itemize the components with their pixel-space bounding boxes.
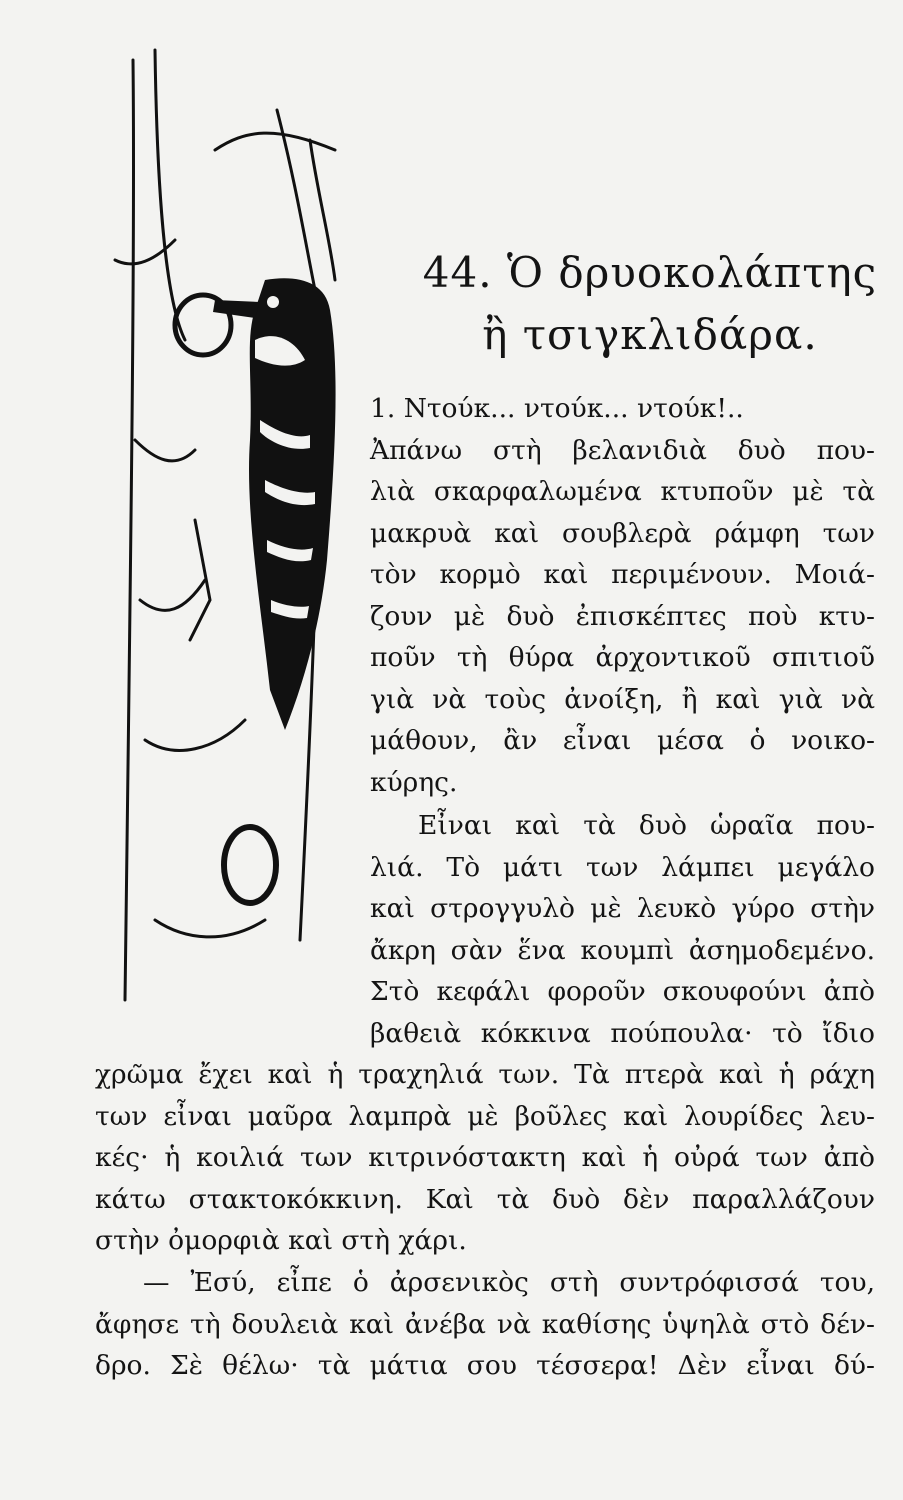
text-line: — Ἐσύ, εἶπε ὁ ἀρσενικὸς στὴ συντρόφισσά του, xyxy=(143,1267,875,1298)
text-line: λιά. Τὸ μάτι των λάμπει μεγάλο xyxy=(370,851,875,883)
text-line: καὶ στρογγυλὸ μὲ λευκὸ γύρο στὴν xyxy=(370,893,875,924)
text-line: γιὰ νὰ τοὺς ἀνοίξη, ἢ καὶ γιὰ νὰ xyxy=(370,683,875,715)
paragraph-2-full xyxy=(95,1054,875,1262)
paragraph-3 xyxy=(95,1262,875,1387)
text-line: κάτω στακτοκόκκινη. Καὶ τὰ δυὸ δὲν παραλλάζουν xyxy=(95,1183,875,1215)
chapter-title-text: Ὁ δρυοκολάπτης xyxy=(506,248,878,297)
woodpecker-illustration xyxy=(95,40,415,1010)
paragraph-2-column xyxy=(370,805,875,1054)
text-line: μακρυὰ καὶ σουβλερὰ ράμφη των xyxy=(370,517,875,549)
text-line: κύρης. xyxy=(370,766,458,798)
text-line: ἄφησε τὴ δουλειὰ καὶ ἀνέβα νὰ καθίσης ὑψηλὰ στὸ δέν- xyxy=(95,1308,875,1340)
text-line: κές· ἡ κοιλιά των κιτρινόστακτη καὶ ἡ οὐρά των ἀπὸ xyxy=(95,1142,875,1173)
title-line-1 xyxy=(420,242,880,304)
text-line: 1. Ντούκ... ντούκ... ντούκ!.. xyxy=(370,393,744,424)
chapter-number: 44. xyxy=(422,248,493,297)
title-line-2: ἢ τσιγκλιδάρα. xyxy=(482,310,818,359)
text-line: δρο. Σὲ θέλω· τὰ μάτια σου τέσσερα! Δὲν εἶναι δύ- xyxy=(95,1350,875,1381)
text-line: βαθειὰ κόκκινα πούπουλα· τὸ ἴδιο xyxy=(370,1017,875,1049)
chapter-title xyxy=(420,242,880,366)
text-line: μάθουν, ἂν εἶναι μέσα ὁ νοικο- xyxy=(370,725,875,756)
text-line: Στὸ κεφάλι φοροῦν σκουφούνι ἀπὸ xyxy=(370,976,875,1007)
text-line: τὸν κορμὸ καὶ περιμένουν. Μοιά- xyxy=(370,559,875,590)
text-line: στὴν ὀμορφιὰ καὶ στὴ χάρι. xyxy=(95,1225,467,1256)
paragraph-1 xyxy=(370,388,875,803)
text-line: χρῶμα ἔχει καὶ ἡ τραχηλιά των. Τὰ πτερὰ καὶ ἡ ράχη xyxy=(95,1059,875,1090)
text-line: ζουν μὲ δυὸ ἐπισκέπτες ποὺ κτυ- xyxy=(370,600,875,632)
text-line: των εἶναι μαῦρα λαμπρὰ μὲ βοῦλες καὶ λουρίδες λευ- xyxy=(95,1100,875,1132)
text-line: λιὰ σκαρφαλωμένα κτυποῦν μὲ τὰ xyxy=(370,476,875,507)
text-line: ποῦν τὴ θύρα ἀρχοντικοῦ σπιτιοῦ xyxy=(370,642,875,673)
text-line: ἄκρη σὰν ἕνα κουμπὶ ἀσημοδεμένο. xyxy=(370,934,875,966)
woodpecker-on-tree-icon xyxy=(95,40,415,1010)
text-line: Ἀπάνω στὴ βελανιδιὰ δυὸ που- xyxy=(370,434,875,466)
text-line: Εἶναι καὶ τὰ δυὸ ὡραῖα που- xyxy=(418,810,875,841)
